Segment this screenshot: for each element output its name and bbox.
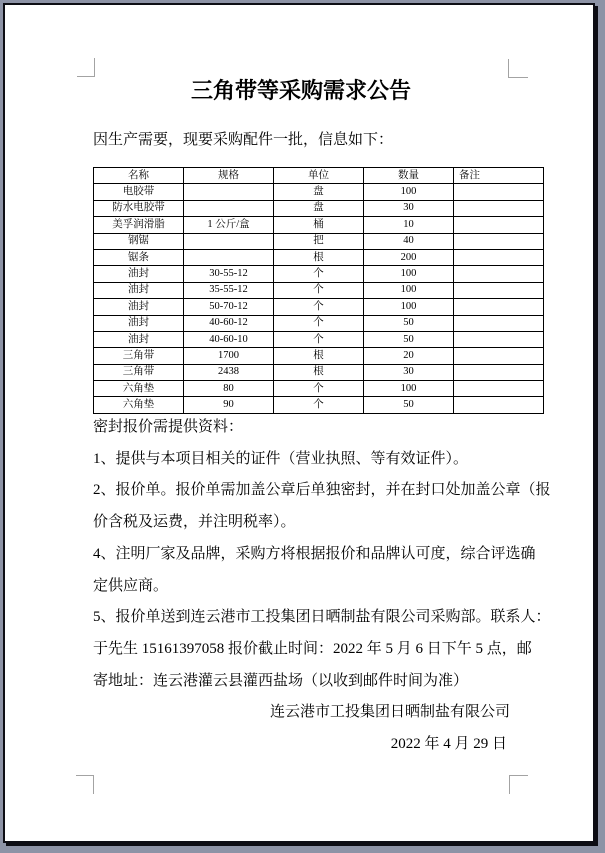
table-cell: 50 (364, 397, 454, 413)
table-cell: 个 (274, 315, 364, 331)
table-cell: 六角垫 (94, 397, 184, 413)
table-cell: 盘 (274, 200, 364, 216)
column-header-name: 名称 (94, 168, 184, 184)
column-header-remark: 备注 (454, 168, 544, 184)
table-row (94, 331, 544, 347)
table-row (94, 249, 544, 265)
table-row (94, 397, 544, 413)
table-cell: 三角带 (94, 348, 184, 364)
table-cell: 20 (364, 348, 454, 364)
paragraph-line: 于先生 15161397058 报价截止时间：2022 年 5 月 6 日下午 5 点，邮 (93, 640, 532, 657)
table-cell: 30-55-12 (184, 266, 274, 282)
table-row (94, 364, 544, 380)
table-row (94, 348, 544, 364)
table-cell (454, 184, 544, 200)
table-cell (454, 315, 544, 331)
table-cell (454, 397, 544, 413)
table-cell: 个 (274, 299, 364, 315)
table-cell: 电胶带 (94, 184, 184, 200)
table-cell: 50-70-12 (184, 299, 274, 315)
paragraph-line: 2、报价单。报价单需加盖公章后单独密封，并在封口处加盖公章（报 (93, 482, 551, 499)
table-cell: 把 (274, 233, 364, 249)
table-cell: 100 (364, 299, 454, 315)
table-row (94, 299, 544, 315)
table-cell (454, 364, 544, 380)
paragraph-line: 5、报价单送到连云港市工投集团日晒制盐有限公司采购部。联系人： (93, 609, 551, 626)
table-cell: 钢锯 (94, 233, 184, 249)
table-cell: 三角带 (94, 364, 184, 380)
procurement-items-table (93, 167, 544, 414)
table-row (94, 381, 544, 397)
table-cell: 油封 (94, 315, 184, 331)
table-cell: 2438 (184, 364, 274, 380)
items-tbody (94, 184, 544, 413)
body-paragraphs (93, 412, 551, 761)
table-cell (454, 299, 544, 315)
table-cell: 根 (274, 249, 364, 265)
table-cell: 油封 (94, 331, 184, 347)
table-cell: 个 (274, 381, 364, 397)
table-cell: 美孚润滑脂 (94, 217, 184, 233)
table-row (94, 217, 544, 233)
paragraph-line: 定供应商。 (93, 577, 169, 594)
table-cell (454, 233, 544, 249)
table-cell: 盘 (274, 184, 364, 200)
column-header-unit: 单位 (274, 168, 364, 184)
table-cell (184, 200, 274, 216)
table-row (94, 315, 544, 331)
table-row (94, 184, 544, 200)
table-cell: 1700 (184, 348, 274, 364)
table-header-row (94, 168, 544, 184)
table-cell: 个 (274, 266, 364, 282)
paragraph-line: 密封报价需提供资料： (93, 419, 244, 435)
margin-mark-bottom-right (509, 775, 528, 794)
table-cell: 油封 (94, 282, 184, 298)
document-page (3, 3, 595, 843)
table-cell: 个 (274, 282, 364, 298)
table-cell: 100 (364, 266, 454, 282)
table-cell (454, 282, 544, 298)
table-cell: 根 (274, 348, 364, 364)
table-row (94, 200, 544, 216)
margin-mark-top-left (77, 58, 95, 77)
table-cell: 桶 (274, 217, 364, 233)
table-cell: 90 (184, 397, 274, 413)
table-row (94, 233, 544, 249)
table-cell (184, 184, 274, 200)
table-cell: 10 (364, 217, 454, 233)
table-cell: 30 (364, 200, 454, 216)
table-cell (454, 200, 544, 216)
table-cell: 100 (364, 282, 454, 298)
table-cell (454, 331, 544, 347)
table-cell: 40 (364, 233, 454, 249)
paragraph-line: 寄地址：连云港灌云县灌西盐场（以收到邮件时间为准） (93, 672, 469, 689)
margin-mark-top-right (508, 59, 528, 78)
table-cell: 40-60-10 (184, 331, 274, 347)
table-cell: 六角垫 (94, 381, 184, 397)
table-cell (454, 249, 544, 265)
table-cell: 个 (274, 397, 364, 413)
table-cell: 30 (364, 364, 454, 380)
table-cell (454, 217, 544, 233)
table-cell (184, 233, 274, 249)
table-cell: 油封 (94, 299, 184, 315)
table-cell: 100 (364, 184, 454, 200)
paragraph-line: 1、提供与本项目相关的证件（营业执照、等有效证件）。 (93, 450, 469, 467)
table-cell: 100 (364, 381, 454, 397)
table-cell (184, 249, 274, 265)
table-cell: 40-60-12 (184, 315, 274, 331)
table-cell (454, 381, 544, 397)
table-row (94, 282, 544, 298)
document-title: 三角带等采购需求公告 (190, 78, 411, 103)
intro-paragraph: 因生产需要，现要采购配件一批，信息如下： (93, 132, 394, 148)
paragraph-line: 连云港市工投集团日晒制盐有限公司 (269, 704, 510, 721)
paragraph-line: 4、注明厂家及品牌，采购方将根据报价和品牌认可度，综合评选确 (93, 545, 536, 562)
table-cell: 防水电胶带 (94, 200, 184, 216)
margin-mark-bottom-left (76, 775, 94, 794)
paragraph-line: 价含税及运费，并注明税率）。 (93, 514, 296, 531)
table-cell: 50 (364, 331, 454, 347)
paragraph-line: 2022 年 4 月 29 日 (390, 736, 507, 753)
table-cell (454, 266, 544, 282)
column-header-qty: 数量 (364, 168, 454, 184)
table-cell: 锯条 (94, 249, 184, 265)
table-cell: 油封 (94, 266, 184, 282)
table-cell: 个 (274, 331, 364, 347)
table-cell: 35-55-12 (184, 282, 274, 298)
table-cell: 1 公斤/盒 (184, 217, 274, 233)
table-cell: 200 (364, 249, 454, 265)
table-cell: 50 (364, 315, 454, 331)
column-header-spec: 规格 (184, 168, 274, 184)
table-cell (454, 348, 544, 364)
table-cell: 80 (184, 381, 274, 397)
table-row (94, 266, 544, 282)
table-cell: 根 (274, 364, 364, 380)
